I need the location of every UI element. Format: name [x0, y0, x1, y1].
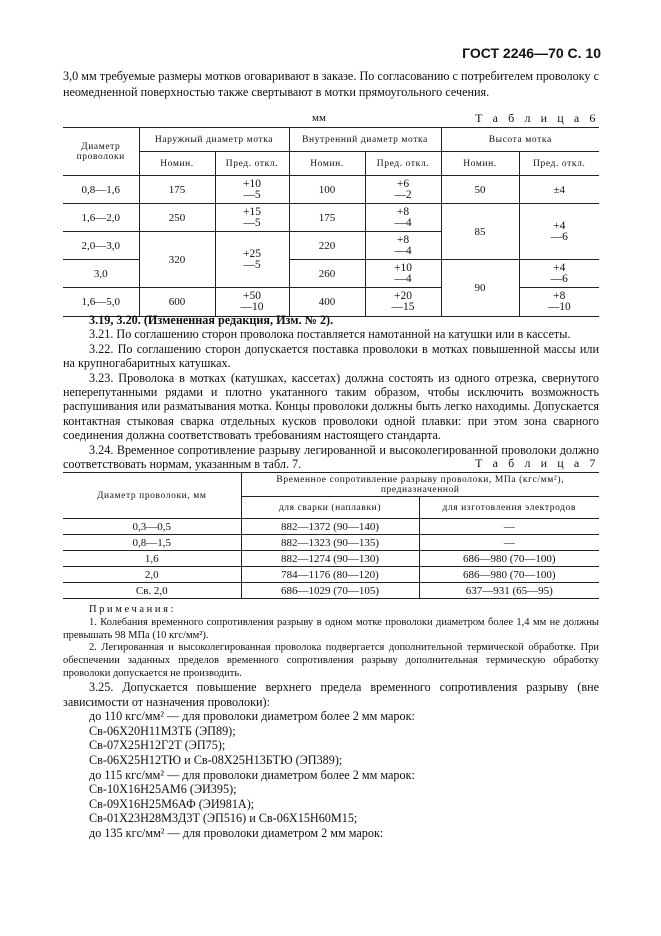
- table-cell: 0,8—1,5: [63, 535, 241, 551]
- page-header: ГОСТ 2246—70 С. 10: [462, 45, 601, 61]
- table-cell: 686—980 (70—100): [419, 551, 599, 567]
- table-cell: —: [419, 519, 599, 535]
- table-cell: 260: [289, 260, 365, 288]
- table-cell: 784—1176 (80—120): [241, 567, 419, 583]
- notes-title: Примечания:: [89, 604, 177, 615]
- table-cell: +4 —6: [519, 204, 599, 260]
- table-cell: 50: [441, 176, 519, 204]
- table-cell: +10 —4: [365, 260, 441, 288]
- table-cell: 882—1372 (90—140): [241, 519, 419, 535]
- table-cell: 882—1323 (90—135): [241, 535, 419, 551]
- paragraph: Св-10Х16Н25АМ6 (ЭИ395);: [89, 782, 237, 797]
- paragraph: 3.19, 3.20. (Измененная редакция, Изм. № 2).: [89, 313, 334, 327]
- table-cell: 85: [441, 204, 519, 260]
- table-cell: 600: [139, 288, 215, 317]
- paragraph: Св-06Х25Н12ТЮ и Св-08Х25Н13БТЮ (ЭП389);: [89, 752, 343, 767]
- t6-head-diameter: Диаметр проволоки: [63, 128, 139, 176]
- table-row: [63, 204, 599, 232]
- table-cell: +50 —10: [215, 288, 289, 317]
- table-cell: +25 —5: [215, 232, 289, 288]
- table-cell: +10 —5: [215, 176, 289, 204]
- table6-caption: Т а б л и ц а 6: [475, 111, 599, 125]
- table-7: [63, 472, 599, 599]
- paragraph: Св-06Х20Н11М3ТБ (ЭП89);: [89, 723, 236, 738]
- table-cell: —: [419, 535, 599, 551]
- table-cell: 3,0: [63, 260, 139, 288]
- t6-head-nom: Номин.: [289, 152, 365, 176]
- paragraph: Св-07Х25Н12Г2Т (ЭП75);: [89, 738, 226, 753]
- paragraph: до 110 кгс/мм² — для проволоки диаметром более 2 мм марок:: [89, 709, 415, 724]
- table-cell: +8 —10: [519, 288, 599, 317]
- table6-unit: мм: [312, 112, 326, 124]
- paragraph: Св-09Х16Н25М6АФ (ЭИ981А);: [89, 796, 255, 811]
- paragraph: 3.22. По соглашению сторон допускается поставка проволоки в мотках повышенной массы или на крупногабаритных катушках.: [63, 341, 599, 371]
- table-cell: 0,3—0,5: [63, 519, 241, 535]
- t6-head-outer: Наружный диаметр мотка: [139, 128, 289, 152]
- table-row: [63, 567, 599, 583]
- paragraph: до 115 кгс/мм² — для проволоки диаметром более 2 мм марок:: [89, 767, 415, 782]
- t7-head-electrodes: для изготовления электродов: [419, 497, 599, 519]
- t7-head-group: Временное сопротивление разрыву проволоки, МПа (кгс/мм²), предназначенной: [241, 473, 599, 497]
- note: 1. Колебания временного сопротивления разрыву в одном мотке проволоки диаметром более 1,4 мм не должны превышать 98 МПа (10 кгс/мм²).: [63, 616, 599, 641]
- table-cell: Св. 2,0: [63, 583, 241, 599]
- table-cell: 637—931 (65—95): [419, 583, 599, 599]
- table-cell: 175: [289, 204, 365, 232]
- table-cell: 1,6: [63, 551, 241, 567]
- intro-paragraph: 3,0 мм требуемые размеры мотков оговаривают в заказе. По согласованию с потребителем проволоку с неомедненной поверхностью также свертывают в мотки прямоугольного сечения.: [63, 69, 599, 99]
- section-paragraphs-1: [63, 313, 599, 471]
- table-cell: 2,0—3,0: [63, 232, 139, 260]
- paragraph: 3.25. Допускается повышение верхнего предела временного сопротивления разрыву (вне зависимости от назначения проволоки):: [63, 680, 599, 709]
- paragraph: 3.23. Проволока в мотках (катушках, кассетах) должна состоять из одного отрезка, свернутого неперепутанными рядами и плотно укатанного таким образом, чтобы исключить возможность распушивания или разматывания мотка. Концы проволоки должны быть легко находимы. Допускается контактная стыковая сварка отдельных кусков проволоки одной плавки: при этом зона сварного соединения должна соответствовать требованиям настоящего стандарта.: [63, 370, 599, 443]
- table-cell: 1,6—5,0: [63, 288, 139, 317]
- note: 2. Легированная и высоколегированная проволока подвергается дополнительной термической обработке. При обеспечении заданных пределов временного сопротивления разрыву дополнительная термическую обработку проволоки допускается не производить.: [63, 642, 599, 679]
- paragraph: 3.21. По соглашению сторон проволока поставляется намотанной на катушки или в кассеты.: [89, 327, 571, 342]
- t6-head-dev: Пред. откл.: [215, 152, 289, 176]
- table-cell: 220: [289, 232, 365, 260]
- table-6: [63, 127, 599, 317]
- table-cell: 400: [289, 288, 365, 317]
- table-cell: 882—1274 (90—130): [241, 551, 419, 567]
- table-cell: 2,0: [63, 567, 241, 583]
- paragraph: Св-01Х23Н28М3Д3Т (ЭП516) и Св-06Х15Н60М15;: [89, 811, 358, 826]
- table-row: [63, 535, 599, 551]
- table-row: [63, 551, 599, 567]
- table-cell: +6 —2: [365, 176, 441, 204]
- t6-head-inner: Внутренний диаметр мотка: [289, 128, 441, 152]
- table-cell: 320: [139, 232, 215, 288]
- paragraph: 3.24. Временное сопротивление разрыву легированной и высоколегированной проволоки должно соответствовать нормам, указанным в табл. 7.: [63, 442, 599, 472]
- t7-head-welding: для сварки (наплавки): [241, 497, 419, 519]
- table-cell: 250: [139, 204, 215, 232]
- t6-head-nom: Номин.: [139, 152, 215, 176]
- t6-head-height: Высота мотка: [441, 128, 599, 152]
- section-paragraphs-2: [63, 680, 599, 841]
- table-cell: +8 —4: [365, 204, 441, 232]
- table-cell: 1,6—2,0: [63, 204, 139, 232]
- notes: [63, 604, 599, 681]
- table-cell: 686—980 (70—100): [419, 567, 599, 583]
- t6-head-dev: Пред. откл.: [365, 152, 441, 176]
- table-cell: +4 —6: [519, 260, 599, 288]
- table-cell: 686—1029 (70—105): [241, 583, 419, 599]
- table7-caption: Т а б л и ц а 7: [475, 456, 599, 470]
- table-cell: 90: [441, 260, 519, 317]
- paragraph: до 135 кгс/мм² — для проволоки диаметром 2 мм марок:: [89, 825, 384, 840]
- table-cell: +8 —4: [365, 232, 441, 260]
- table-row: [63, 583, 599, 599]
- table-cell: 0,8—1,6: [63, 176, 139, 204]
- table-cell: 175: [139, 176, 215, 204]
- table-row: [63, 519, 599, 535]
- t6-head-dev: Пред. откл.: [519, 152, 599, 176]
- t6-head-nom: Номин.: [441, 152, 519, 176]
- table-cell: +20 —15: [365, 288, 441, 317]
- table-cell: +15 —5: [215, 204, 289, 232]
- t7-head-diameter: Диаметр проволоки, мм: [63, 473, 241, 519]
- table-cell: 100: [289, 176, 365, 204]
- table-row: [63, 176, 599, 204]
- table-cell: ±4: [519, 176, 599, 204]
